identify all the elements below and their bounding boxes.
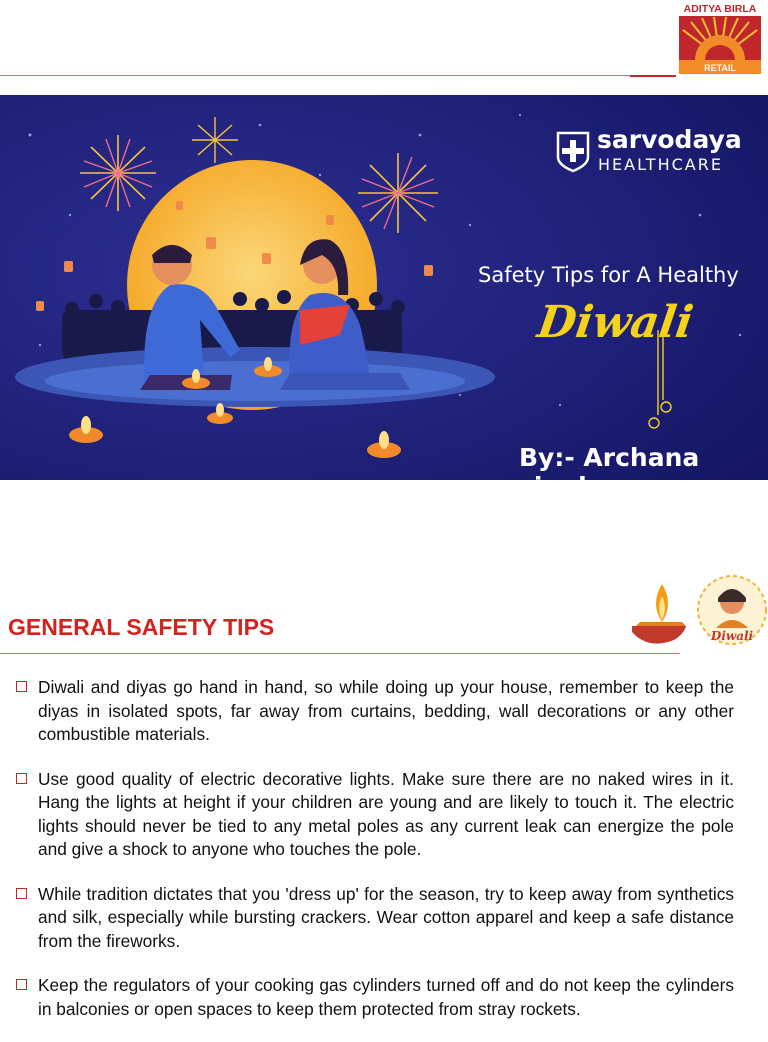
section-divider [0,653,680,654]
diwali-badge-text: Diwali [710,629,754,643]
checkbox-bullet-icon [16,681,27,692]
banner-title: Safety Tips for A Healthy [478,263,739,287]
logo-name: ADITYA BIRLA [683,3,757,15]
checkbox-bullet-icon [16,888,27,899]
logo-sub: RETAIL [704,63,736,73]
checkbox-bullet-icon [16,979,27,990]
checkbox-bullet-icon [16,773,27,784]
tip-text: Diwali and diyas go hand in hand, so while doing up your house, remember to keep the diyas in isolated spots, far away from curtains, bedding, wall decorations or any other combustible materials. [38,677,734,744]
tip-text: Use good quality of electric decorative lights. Make sure there are no naked wires in it. Hang the lights at height if your children are young and are likely to touch it. The electric lights should never be tied to any metal poles as any current leak can energize the pole and give a shock to anyone who touches the pole. [38,768,734,859]
banner-author: By:- Archana singh [519,443,700,501]
diya-icon [632,584,686,644]
list-item [16,883,734,954]
list-item [16,974,734,1021]
diwali-badge [698,576,766,644]
brand-name: sarvodaya [597,125,742,154]
list-item [16,676,734,747]
tip-text: While tradition dictates that you 'dress up' for the season, try to keep away from synthetics and silk, especially while bursting crackers. Wear cotton apparel and keep a safe distance from the fireworks. [38,883,734,951]
safety-tips-list [16,676,734,1042]
tip-text: Keep the regulators of your cooking gas cylinders turned off and do not keep the cylinders in balconies or open spaces to keep them protected from stray rockets. [38,975,734,1019]
header-divider-accent [630,75,676,77]
section-title: GENERAL SAFETY TIPS [8,614,275,640]
diwali-banner [0,95,768,501]
brand-subtitle: HEALTHCARE [598,155,723,174]
aditya-birla-retail-logo [677,0,763,76]
diya-illustration [628,574,768,654]
list-item [16,768,734,862]
banner-highlight: Diwali [534,297,697,348]
header-divider [0,75,676,76]
